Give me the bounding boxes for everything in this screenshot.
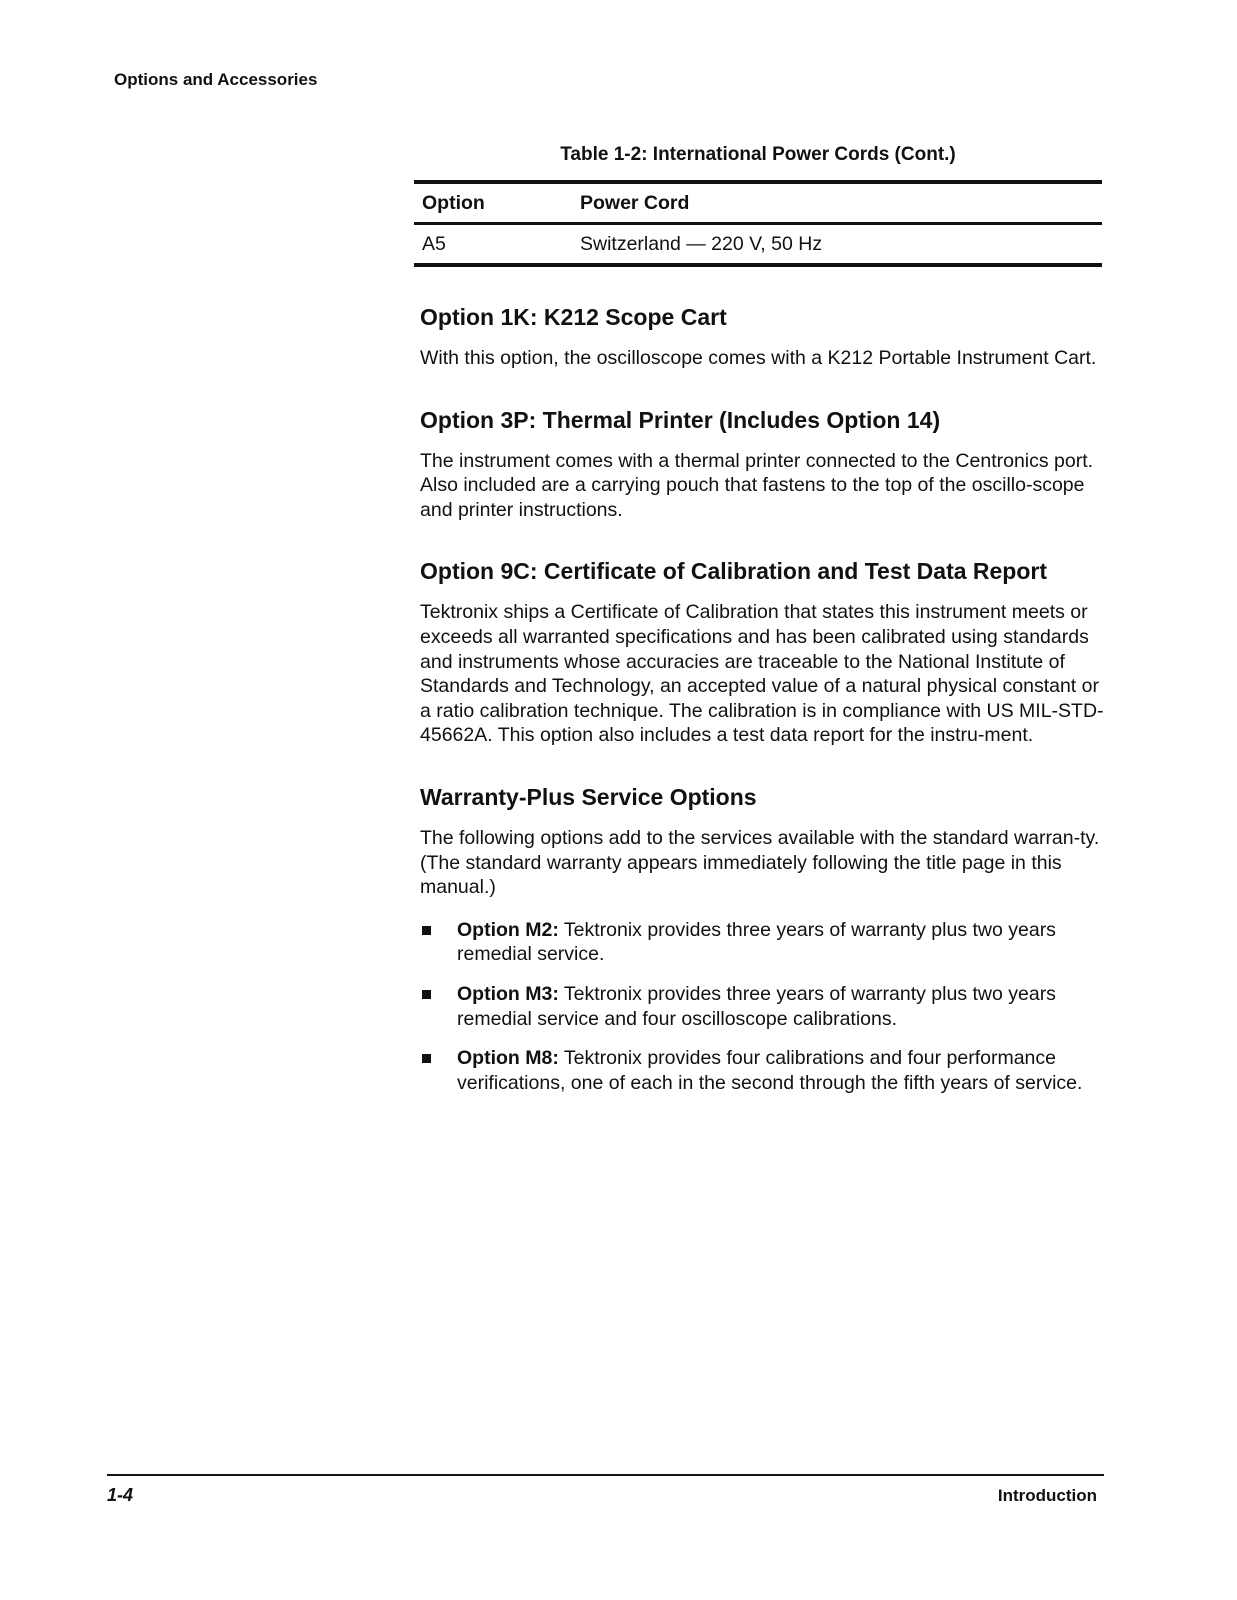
- section-paragraph: The following options add to the services available with the standard warran-ty. (The standard warranty appears immediately following the title page in this manual.): [420, 826, 1100, 899]
- option-description: Tektronix provides four calibrations and four performance verifications, one of each in the second through the fifth years of service.: [457, 1047, 1083, 1094]
- section-paragraph: With this option, the oscilloscope comes with a K212 Portable Instrument Cart.: [420, 347, 1097, 369]
- section-paragraph: Tektronix ships a Certificate of Calibration that states this instrument meets or exceeds all warranted specifications and has been calibrated using standards and instruments whose accuracies are traceable to the National Institute of Standards and Technology, an accepted value of a natural physical constant or a ratio calibration technique. The calibration is in compliance with US MIL-STD-45662A. This option also includes a test data report for the instru-ment.: [420, 601, 1104, 747]
- footer-rule: [107, 1474, 1104, 1476]
- section-option-1k: [420, 302, 1110, 371]
- section-paragraph: The instrument comes with a thermal printer connected to the Centronics port. Also included are a carrying pouch that fastens to the top of the oscillo-scope and printer instructions.: [420, 449, 1094, 521]
- section-heading: Option 9C: Certificate of Calibration and Test Data Report: [420, 558, 1048, 585]
- option-description: Tektronix provides three years of warranty plus two years remedial service.: [457, 918, 1056, 966]
- table-header-row: [414, 184, 1102, 225]
- list-item: [420, 1046, 1110, 1095]
- table-cell-power-cord: Switzerland — 220 V, 50 Hz: [580, 232, 823, 255]
- power-cords-table: [414, 180, 1102, 267]
- list-item: [420, 982, 1110, 1031]
- table-caption: Table 1-2: International Power Cords (Cont.): [560, 144, 956, 165]
- column-header-option: Option: [422, 191, 485, 214]
- section-heading: Option 3P: Thermal Printer (Includes Option 14): [420, 406, 941, 433]
- page-number: 1-4: [107, 1485, 134, 1505]
- section-option-3p: [420, 405, 1110, 523]
- section-heading: Option 1K: K212 Scope Cart: [420, 304, 727, 330]
- square-bullet-icon: [422, 990, 431, 999]
- table-cell-option: A5: [422, 232, 446, 255]
- option-description: Tektronix provides three years of warranty plus two years remedial service and four oscilloscope calibrations.: [457, 982, 1056, 1030]
- option-name: Option M8:: [457, 1047, 559, 1070]
- warranty-options-list: [420, 918, 1110, 1096]
- square-bullet-icon: [422, 1054, 431, 1063]
- section-option-9c: [420, 556, 1110, 748]
- column-header-power-cord: Power Cord: [580, 191, 690, 214]
- main-content: [420, 302, 1110, 1110]
- footer-section-title: Introduction: [997, 1486, 1097, 1505]
- list-item: [420, 918, 1110, 967]
- option-name: Option M2:: [457, 918, 559, 941]
- table-row: [414, 225, 1102, 263]
- running-header: Options and Accessories: [114, 70, 318, 89]
- section-warranty-plus: [420, 782, 1110, 1095]
- square-bullet-icon: [422, 926, 431, 935]
- section-heading: Warranty-Plus Service Options: [420, 783, 757, 810]
- option-name: Option M3:: [457, 982, 559, 1005]
